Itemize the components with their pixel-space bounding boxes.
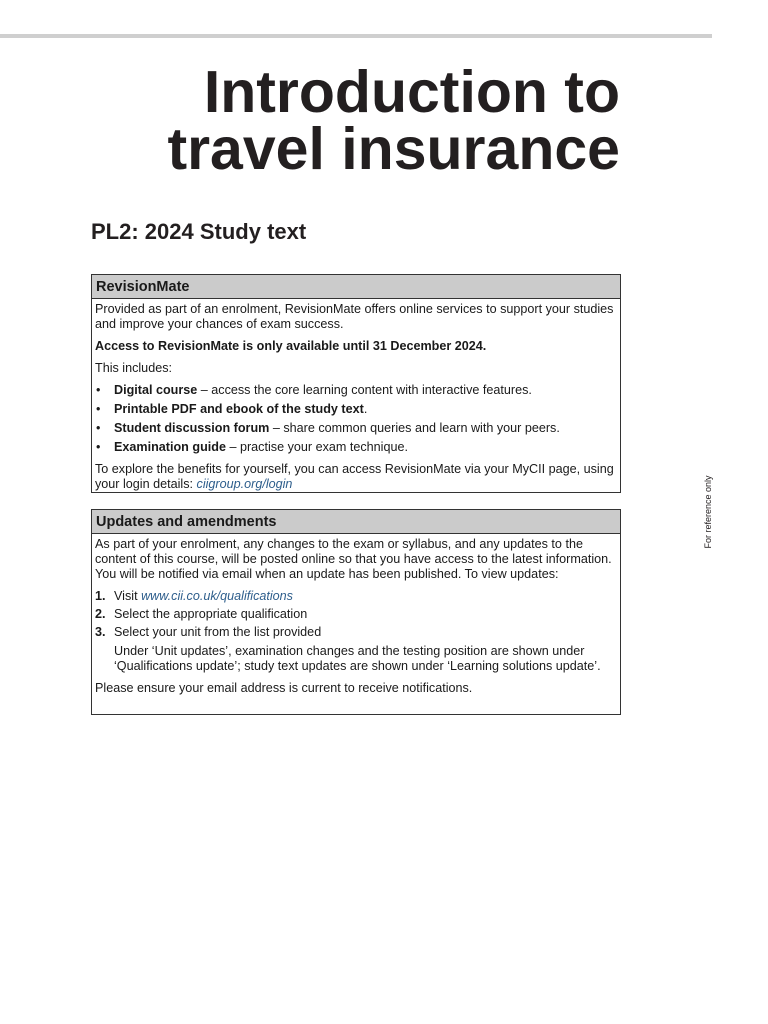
list-item: • Printable PDF and ebook of the study text. xyxy=(96,402,368,416)
revisionmate-body xyxy=(92,299,620,492)
list-item: 2. Select the appropriate qualification xyxy=(95,607,308,621)
page-title xyxy=(167,59,620,182)
list-item: • Examination guide – practise your exam technique. xyxy=(96,440,408,454)
revisionmate-access-note: Access to RevisionMate is only available until 31 December 2024. xyxy=(95,339,487,353)
updates-step-note: Under ‘Unit updates’, examination changes and the testing position are shown under ‘Qualifications update’; study text updates are shown under ‘Learning solutions update’. xyxy=(114,644,601,673)
page-subtitle: PL2: 2024 Study text xyxy=(91,219,307,244)
revisionmate-intro: Provided as part of an enrolment, RevisionMate offers online services to support your studies and improve your chances of exam success. xyxy=(95,302,614,331)
list-item: 3. Select your unit from the list provided xyxy=(95,625,322,639)
list-item: • Digital course – access the core learning content with interactive features. xyxy=(96,383,532,397)
updates-body xyxy=(92,534,620,696)
revisionmate-includes-label: This includes: xyxy=(95,361,172,375)
updates-intro: As part of your enrolment, any changes to the exam or syllabus, and any updates to the content of this course, will be posted online so that you have access to the latest information. You will be notified via email when an update has been published. To view updates: xyxy=(95,537,612,581)
revisionmate-feature-list xyxy=(95,383,616,455)
page-title-line-2: travel insurance xyxy=(167,116,620,182)
updates-heading: Updates and amendments xyxy=(92,510,620,534)
login-link[interactable]: ciigroup.org/login xyxy=(196,477,293,491)
top-rule xyxy=(0,34,712,38)
list-item: • Student discussion forum – share common queries and learn with your peers. xyxy=(96,421,560,435)
qualifications-link[interactable]: www.cii.co.uk/qualifications xyxy=(141,589,293,603)
revisionmate-box xyxy=(91,274,621,493)
revisionmate-explore: To explore the benefits for yourself, you can access RevisionMate via your MyCII page, using your login details: ciigroup.org/login xyxy=(95,462,614,491)
page-title-line-1: Introduction to xyxy=(203,59,620,125)
list-item: 1. Visit www.cii.co.uk/qualifications xyxy=(95,589,293,603)
revisionmate-heading: RevisionMate xyxy=(92,275,620,299)
updates-closing: Please ensure your email address is current to receive notifications. xyxy=(95,681,473,695)
reference-only-note: For reference only xyxy=(703,475,713,549)
updates-steps xyxy=(95,589,616,640)
updates-box xyxy=(91,509,621,715)
